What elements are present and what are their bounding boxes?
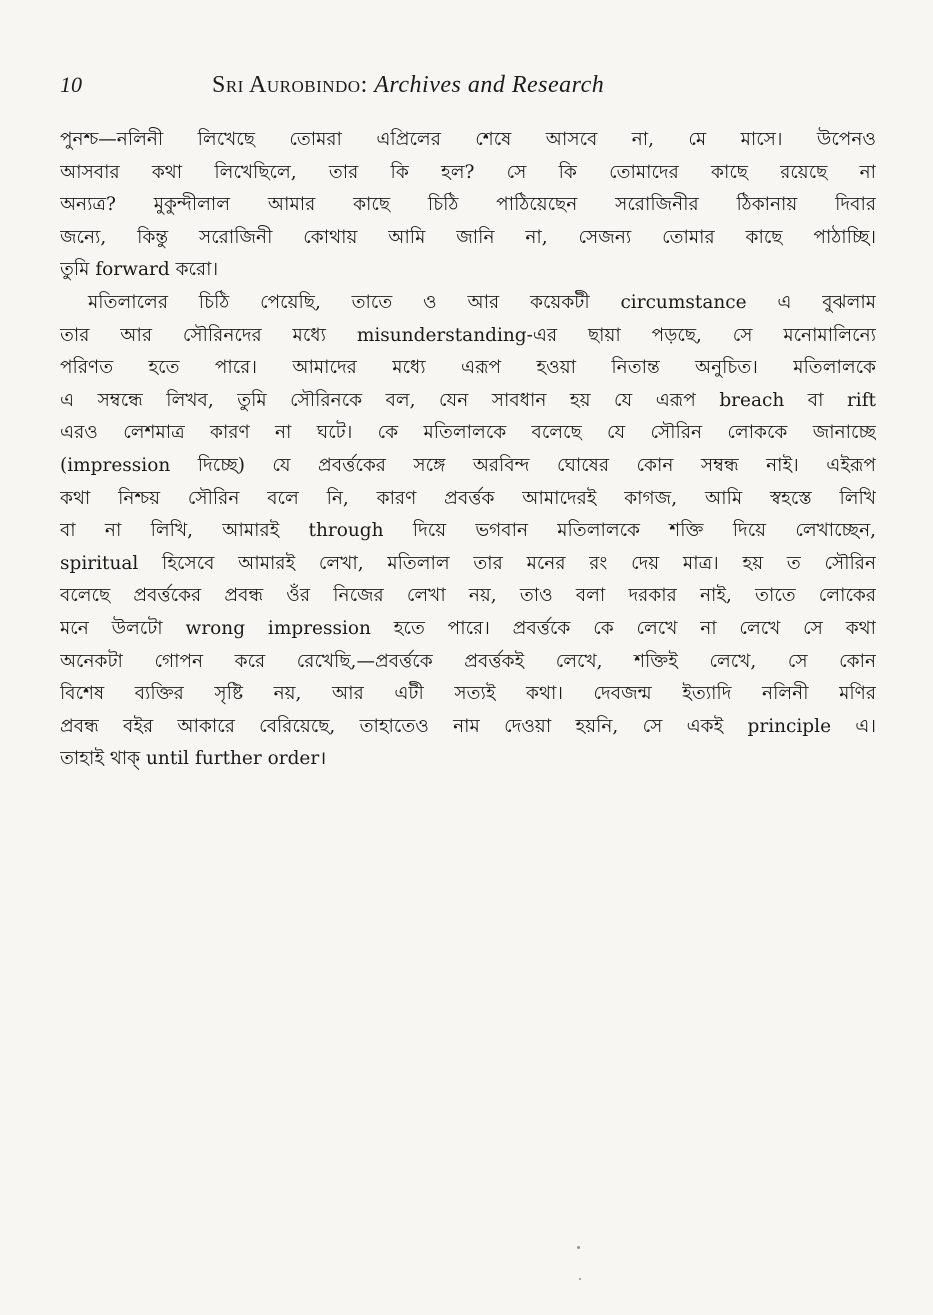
text-line: অনেকটা গোপন করে রেখেছি,—প্রবর্ত্তকে প্রবর্ত্তকই লেখে, শক্তিই লেখে, সে কোন [60, 650, 876, 672]
text-line: তুমি forward করো। [60, 259, 219, 281]
text-line: বলেছে প্রবর্ত্তকের প্রবন্ধ ওঁর নিজের লেখা নয়, তাও বলা দরকার নাই, তাতে লোকের [60, 585, 876, 607]
letter-body [60, 124, 876, 776]
paragraph-postscript [60, 124, 876, 287]
text-line: বা না লিখি, আমারই through দিয়ে ভগবান মতিলালকে শক্তি দিয়ে লেখাচ্ছেন, [60, 520, 876, 542]
paper-speck [579, 1278, 581, 1280]
text-line: এরও লেশমাত্র কারণ না ঘটে। কে মতিলালকে বলেছে যে সৌরিন লোককে জানাচ্ছে [60, 422, 876, 444]
text-line: পরিণত হতে পারে। আমাদের মধ্যে এরূপ হওয়া নিতান্ত অনুচিত। মতিলালকে [60, 357, 876, 379]
text-line: মতিলালের চিঠি পেয়েছি, তাতে ও আর কয়েকটী circumstance এ বুঝলাম [88, 291, 876, 313]
paragraph-motilal [60, 287, 876, 776]
text-line: পুনশ্চ—নলিনী লিখেছে তোমরা এপ্রিলের শেষে আসবে না, মে মাসে। উপেনও [60, 129, 876, 150]
text-line: অন্যত্র? মুকুন্দীলাল আমার কাছে চিঠি পাঠিয়েছেন সরোজিনীর ঠিকানায় দিবার [60, 194, 876, 216]
paper-speck [577, 1246, 580, 1249]
running-title-author: Sri Aurobindo [212, 72, 361, 98]
running-title [212, 72, 604, 99]
page-number: 10 [60, 72, 82, 97]
text-line: প্রবন্ধ বইর আকারে বেরিয়েছে, তাহাতেও নাম দেওয়া হয়নি, সে একই principle এ। [60, 715, 876, 737]
text-line: (impression দিচ্ছে) যে প্রবর্ত্তকের সঙ্গে অরবিন্দ ঘোষের কোন সম্বন্ধ নাই। এইরূপ [60, 454, 876, 476]
text-line: spiritual হিসেবে আমারই লেখা, মতিলাল তার মনের রং দেয় মাত্র। হয় ত সৌরিন [60, 552, 876, 574]
text-line: বিশেষ ব্যক্তির সৃষ্টি নয়, আর এটী সত্যই কথা। দেবজন্ম ইত্যাদি নলিনী মণির [60, 683, 876, 705]
text-line: জন্যে, কিন্তু সরোজিনী কোথায় আমি জানি না, সেজন্য তোমার কাছে পাঠাচ্ছি। [60, 226, 876, 248]
text-line: তার আর সৌরিনদের মধ্যে misunderstanding-এর ছায়া পড়ছে, সে মনোমালিন্যে [60, 324, 876, 346]
text-line: কথা নিশ্চয় সৌরিন বলে নি, কারণ প্রবর্ত্তক আমাদেরই কাগজ, আমি স্বহস্তে লিখি [60, 487, 876, 509]
text-line: তাহাই থাক্ until further order। [60, 748, 327, 770]
text-line: মনে উলটো wrong impression হতে পারে। প্রবর্ত্তকে কে লেখে না লেখে সে কথা [60, 617, 876, 639]
running-title-separator: : [360, 72, 375, 98]
text-line: আসবার কথা লিখেছিলে, তার কি হল? সে কি তোমাদের কাছে রয়েছে না [60, 161, 876, 183]
text-line: এ সম্বন্ধে লিখব, তুমি সৌরিনকে বল, যেন সাবধান হয় যে এরূপ breach বা rift [60, 389, 876, 411]
running-title-journal: Archives and Research [374, 72, 605, 98]
page-header [60, 72, 873, 106]
